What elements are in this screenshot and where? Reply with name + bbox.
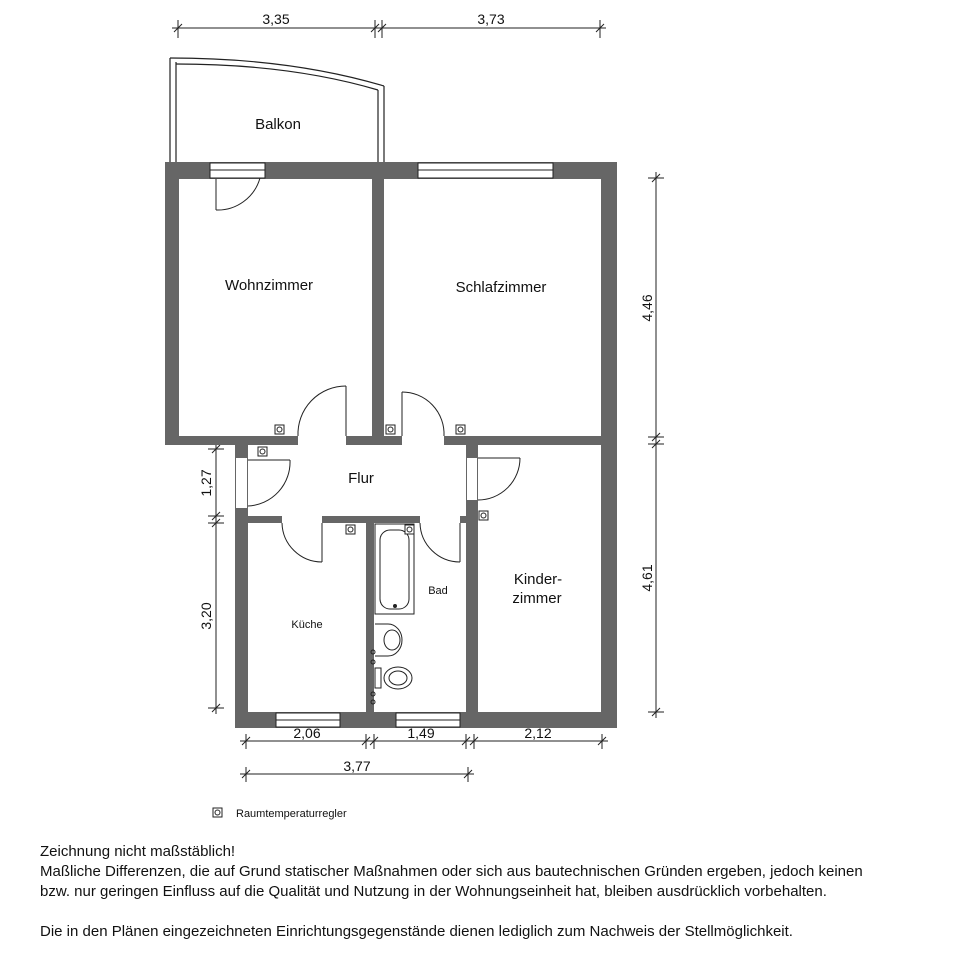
legend: [213, 808, 347, 820]
note-dimensional-differences: Maßliche Differenzen, die auf Grund statischer Maßnahmen oder sich aus bautechnischen Gründen ergeben, jedoch keinen: [40, 863, 863, 880]
dimension-bottom-1: 2,06: [293, 725, 321, 741]
room-label-kueche: Küche: [291, 619, 323, 631]
room-label-kinderzimmer-line2: zimmer: [512, 590, 562, 607]
dimension-bottom-total: 3,77: [343, 758, 371, 774]
room-label-schlafzimmer: Schlafzimmer: [455, 279, 547, 296]
room-label-balkon: Balkon: [255, 116, 301, 133]
walls: [165, 162, 617, 728]
dimension-bottom-3: 2,12: [524, 725, 552, 741]
thermostat-icon: [479, 511, 488, 520]
dimension-left-lower: 3,20: [198, 602, 214, 630]
thermostat-icon: [258, 447, 267, 456]
disclaimer-notes: [40, 842, 940, 942]
dimension-top-left: 3,35: [262, 11, 290, 27]
balcony: [170, 58, 384, 162]
bathroom-fixtures: [371, 524, 414, 704]
room-label-flur: Flur: [348, 470, 374, 487]
dimension-left-upper: 1,27: [198, 469, 214, 497]
thermostat-icon: [346, 525, 355, 534]
legend-thermostat-icon: [213, 808, 222, 817]
room-label-kinderzimmer-line1: Kinder-: [513, 571, 563, 588]
dimension-top-right: 3,73: [477, 11, 505, 27]
thermostat-icon: [386, 425, 395, 434]
thermostat-icon: [275, 425, 284, 434]
note-dimensional-differences-cont: bzw. nur geringen Einfluss auf die Qualität und Nutzung in der Wohnungseinheit hat, bleiben ausdrücklich vorbehalten.: [40, 883, 827, 900]
thermostat-icon: [456, 425, 465, 434]
room-label-bad: Bad: [428, 585, 448, 597]
thermostat-icon: [405, 525, 414, 534]
dimension-bottom-2: 1,49: [407, 725, 435, 741]
room-label-wohnzimmer: Wohnzimmer: [224, 277, 314, 294]
note-not-to-scale: Zeichnung nicht maßstäblich!: [40, 843, 236, 860]
dimension-right-upper: 4,46: [639, 294, 655, 322]
legend-label: Raumtemperaturregler: [236, 808, 347, 820]
note-furniture: Die in den Plänen eingezeichneten Einrichtungsgegenstände dienen lediglich zum Nachweis der Stellmöglichkeit.: [40, 923, 793, 940]
dimension-right-lower: 4,61: [639, 564, 655, 592]
